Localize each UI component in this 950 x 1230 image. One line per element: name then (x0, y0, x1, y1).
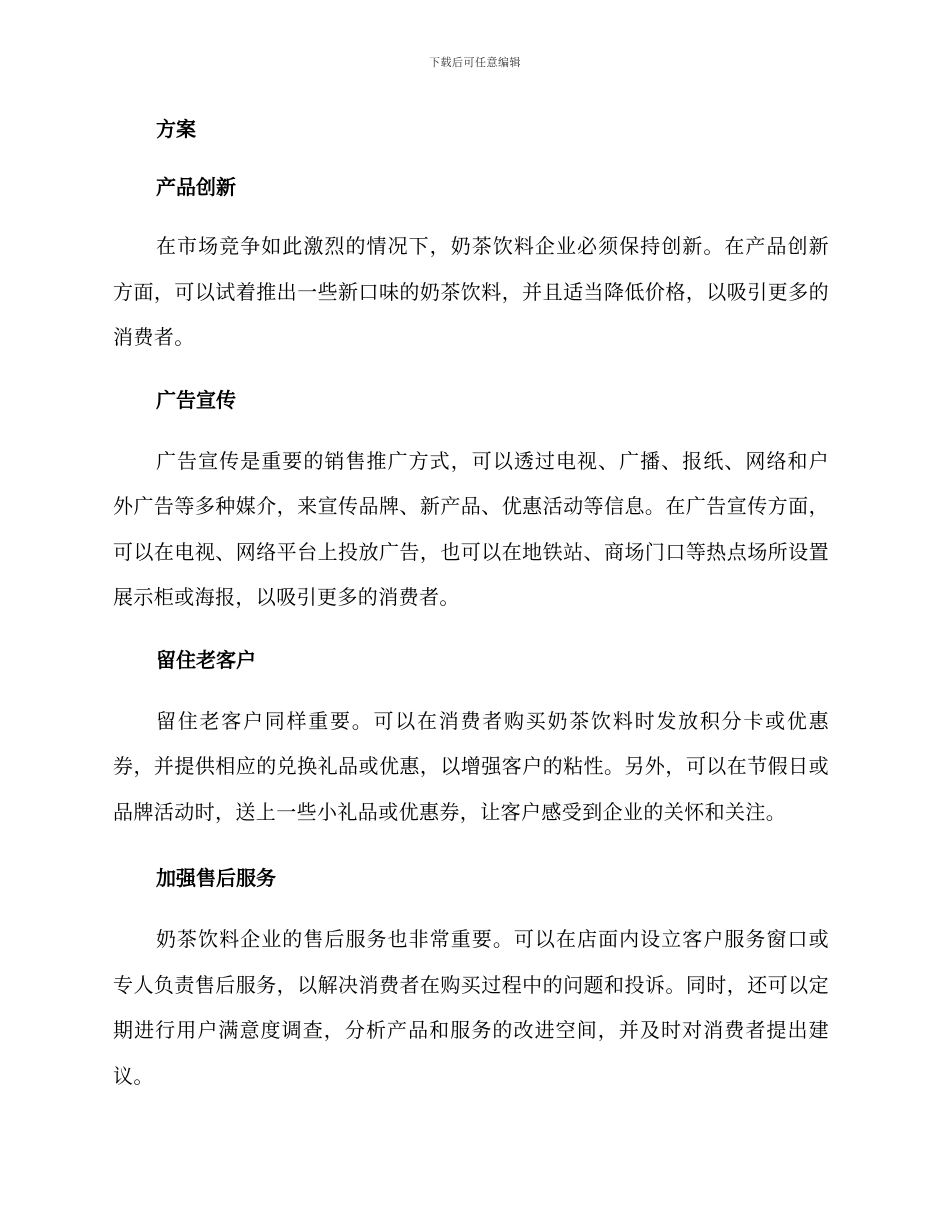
page-header: 下载后可任意编辑 (429, 56, 521, 69)
section-product-innovation (113, 170, 829, 361)
section-retain-customers (113, 643, 829, 836)
document-body (113, 112, 829, 1099)
document-title: 方案 (156, 117, 196, 141)
section-paragraph: 广告宣传是重要的销售推广方式，可以透过电视、广播、报纸、网络和户外广告等多种媒介，来宣传品牌、新产品、优惠活动等信息。在广告宣传方面，可以在电视、网络平台上投放广告，也可以在地铁站、商场门口等热点场所设置展示柜或海报，以吸引更多的消费者。 (113, 448, 829, 609)
section-paragraph: 在市场竞争如此激烈的情况下，奶茶饮料企业必须保持创新。在产品创新方面，可以试着推出一些新口味的奶茶饮料，并且适当降低价格，以吸引更多的消费者。 (113, 234, 829, 349)
section-heading: 产品创新 (156, 175, 236, 199)
section-after-sales (113, 861, 829, 1099)
section-heading: 加强售后服务 (156, 866, 276, 890)
section-paragraph: 留住老客户同样重要。可以在消费者购买奶茶饮料时发放积分卡或优惠券，并提供相应的兑换礼品或优惠，以增强客户的粘性。另外，可以在节假日或品牌活动时，送上一些小礼品或优惠券，让客户感受到企业的关怀和关注。 (113, 708, 829, 824)
section-paragraph: 奶茶饮料企业的售后服务也非常重要。可以在店面内设立客户服务窗口或专人负责售后服务，以解决消费者在购买过程中的问题和投诉。同时，还可以定期进行用户满意度调查，分析产品和服务的改进空间，并及时对消费者提出建议。 (113, 927, 829, 1088)
section-heading: 广告宣传 (156, 387, 236, 412)
section-advertising (113, 383, 829, 621)
section-heading: 留住老客户 (156, 647, 256, 672)
